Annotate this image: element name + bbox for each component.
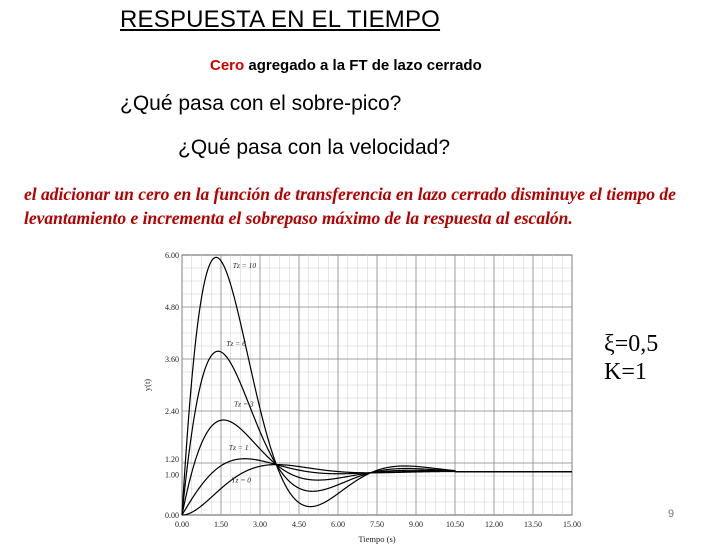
explanation-text: el adicionar un cero en la función de transferencia en lazo cerrado disminuye el tiempo de levantamiento e incrementa el sobrepaso máximo de la respuesta al escalón. — [24, 184, 676, 228]
x-tick-label: 9.00 — [409, 520, 423, 529]
curve-annotation: Tz = 6 — [226, 339, 246, 348]
y-tick-label: 2.40 — [165, 407, 179, 416]
y-tick-label: 0.00 — [165, 511, 179, 520]
step-response-chart — [138, 240, 588, 545]
x-tick-label: 0.00 — [175, 520, 189, 529]
slide-subtitle — [210, 57, 482, 74]
subtitle-highlight: Cero — [210, 57, 245, 74]
x-tick-label: 4.50 — [292, 520, 306, 529]
curve-annotation: Tz = 3 — [234, 399, 254, 409]
y-tick-label: 1.20 — [165, 455, 179, 464]
y-tick-label: 4.80 — [165, 303, 179, 312]
subtitle-rest: agregado a la FT de lazo cerrado — [244, 57, 482, 74]
x-tick-label: 12.00 — [485, 520, 503, 529]
x-tick-label: 3.00 — [253, 520, 267, 529]
x-tick-label: 10.50 — [446, 520, 464, 529]
y-tick-label: 3.60 — [165, 355, 179, 364]
question-overshoot: ¿Qué pasa con el sobre-pico? — [120, 92, 402, 115]
x-tick-label: 13.50 — [524, 520, 542, 529]
y-tick-label: 1.00 — [165, 470, 179, 480]
parameters-box — [604, 330, 658, 386]
y-tick-label: 6.00 — [165, 251, 179, 260]
page-number: 9 — [668, 508, 675, 520]
curve-annotation: Tz = 0 — [231, 475, 252, 485]
curve-annotation: Tz = 10 — [232, 261, 257, 270]
y-axis-label: y(t) — [142, 378, 152, 392]
x-tick-label: 7.50 — [370, 520, 384, 529]
x-tick-label: 15.00 — [563, 520, 581, 529]
x-tick-label: 1.50 — [214, 520, 228, 529]
question-speed: ¿Qué pasa con la velocidad? — [178, 136, 451, 159]
param-xi: ξ=0,5 — [604, 331, 659, 357]
param-k: K=1 — [604, 359, 647, 385]
slide-title: RESPUESTA EN EL TIEMPO — [120, 6, 441, 33]
x-tick-label: 6.00 — [331, 520, 345, 529]
curve-annotation: Tz = 1 — [228, 443, 249, 452]
x-axis-label: Tiempo (s) — [358, 534, 396, 544]
